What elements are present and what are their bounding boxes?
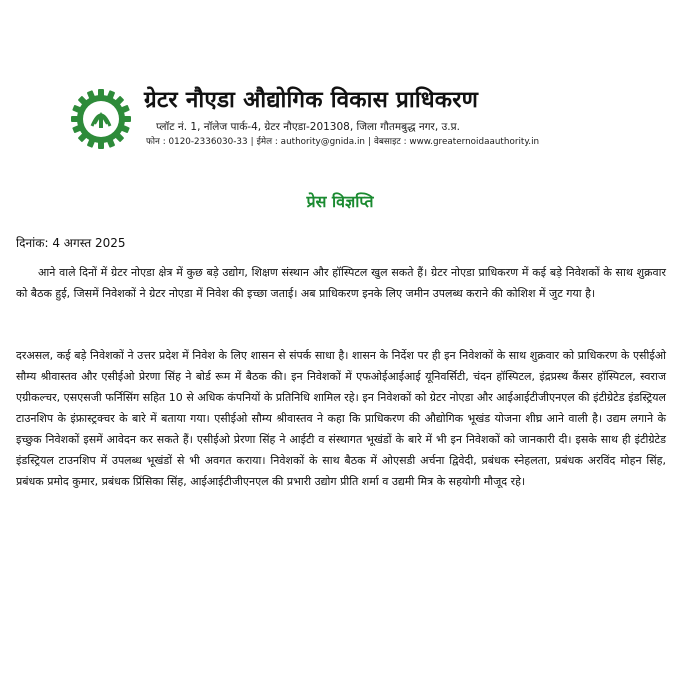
- organization-contact: [146, 136, 636, 149]
- body-paragraph-2: दरअसल, कई बड़े निवेशकों ने उत्तर प्रदेश में निवेश के लिए शासन से संपर्क साधा है। शासन के निर्देश पर ही इन निवेशकों के साथ शुक्रवार को प्राधिकरण के एसीईओ सौम्य श्रीवास्तव और एसीईओ प्रेरणा सिंह ने बोर्ड रूम में बैठक की। इन निवेशकों में एफओईआईआई यूनिवर्सिटी, चंदन हॉस्पिटल, इंद्रप्रस्थ कैंसर हॉस्पिटल, स्वराज एग्रीकल्चर, एसएसजी फर्निसिंग सहित 10 से अधिक कंपनियों के प्रतिनिधि शामिल रहे। इन निवेशकों को ग्रेटर नोएडा और आईआईटीजीएनएल की इंटीग्रेटेड इंडस्ट्रियल टाउनशिप के इंफ्रास्ट्रक्चर के बारे में बताया गया। एसीईओ सौम्य श्रीवास्तव ने कहा कि प्राधिकरण की औद्योगिक भूखंड योजना शीघ्र आने वाली है। उद्यम लगाने के इच्छुक निवेशकों इसमें आवेदन कर सकते हैं। एसीईओ प्रेरणा सिंह ने आईटी व संस्थागत भूखंडों के बारे में भी इन निवेशकों को जानकारी दी। इसके साथ ही इंटीग्रेटेड इंडस्ट्रियल टाउनशिप में उपलब्ध भूखंडों से भी अवगत कराया। निवेशकों के साथ बैठक में ओएसडी अर्चना द्विवेदी, प्रबंधक स्नेहलता, प्रबंधक अरविंद मोहन सिंह, प्रबंधक प्रमोद कुमार, प्रबंधक प्रिंसिका सिंह, आईआईटीजीएनएल की प्रभारी उद्योग प्रीति शर्मा व उद्यमी मित्र के सहयोगी मौजूद रहे।: [16, 349, 666, 488]
- contact-phone: फोन : 0120-2336030-33: [146, 137, 248, 147]
- organization-name: ग्रेटर नौएडा औद्योगिक विकास प्राधिकरण: [144, 87, 479, 113]
- contact-website: वेबसाइट : www.greaternoidaauthority.in: [373, 137, 540, 147]
- gnida-gear-logo-icon: [68, 86, 134, 152]
- press-release-title: प्रेस विज्ञप्ति: [306, 192, 374, 211]
- contact-separator: |: [250, 137, 254, 147]
- contact-email: ईमेल : authority@gnida.in: [256, 137, 365, 147]
- contact-separator: |: [367, 137, 371, 147]
- body-paragraph-1: आने वाले दिनों में ग्रेटर नोएडा क्षेत्र में कुछ बड़े उद्योग, शिक्षण संस्थान और हॉस्पिटल खुल सकते हैं। ग्रेटर नोएडा प्राधिकरण में कई बड़े निवेशकों के साथ शुक्रवार को बैठक हुई, जिसमें निवेशकों ने ग्रेटर नोएडा में निवेश की इच्छा जताई। अब प्राधिकरण इनके लिए जमीन उपलब्ध कराने की कोशिश में जुट गया है।: [16, 266, 666, 300]
- organization-address: प्लॉट नं. 1, नॉलेज पार्क-4, ग्रेटर नौएडा-201308, जिला गौतमबुद्ध नगर, उ.प्र.: [156, 121, 460, 133]
- release-date: दिनांक: 4 अगस्त 2025: [16, 236, 126, 250]
- letterhead: [66, 84, 634, 154]
